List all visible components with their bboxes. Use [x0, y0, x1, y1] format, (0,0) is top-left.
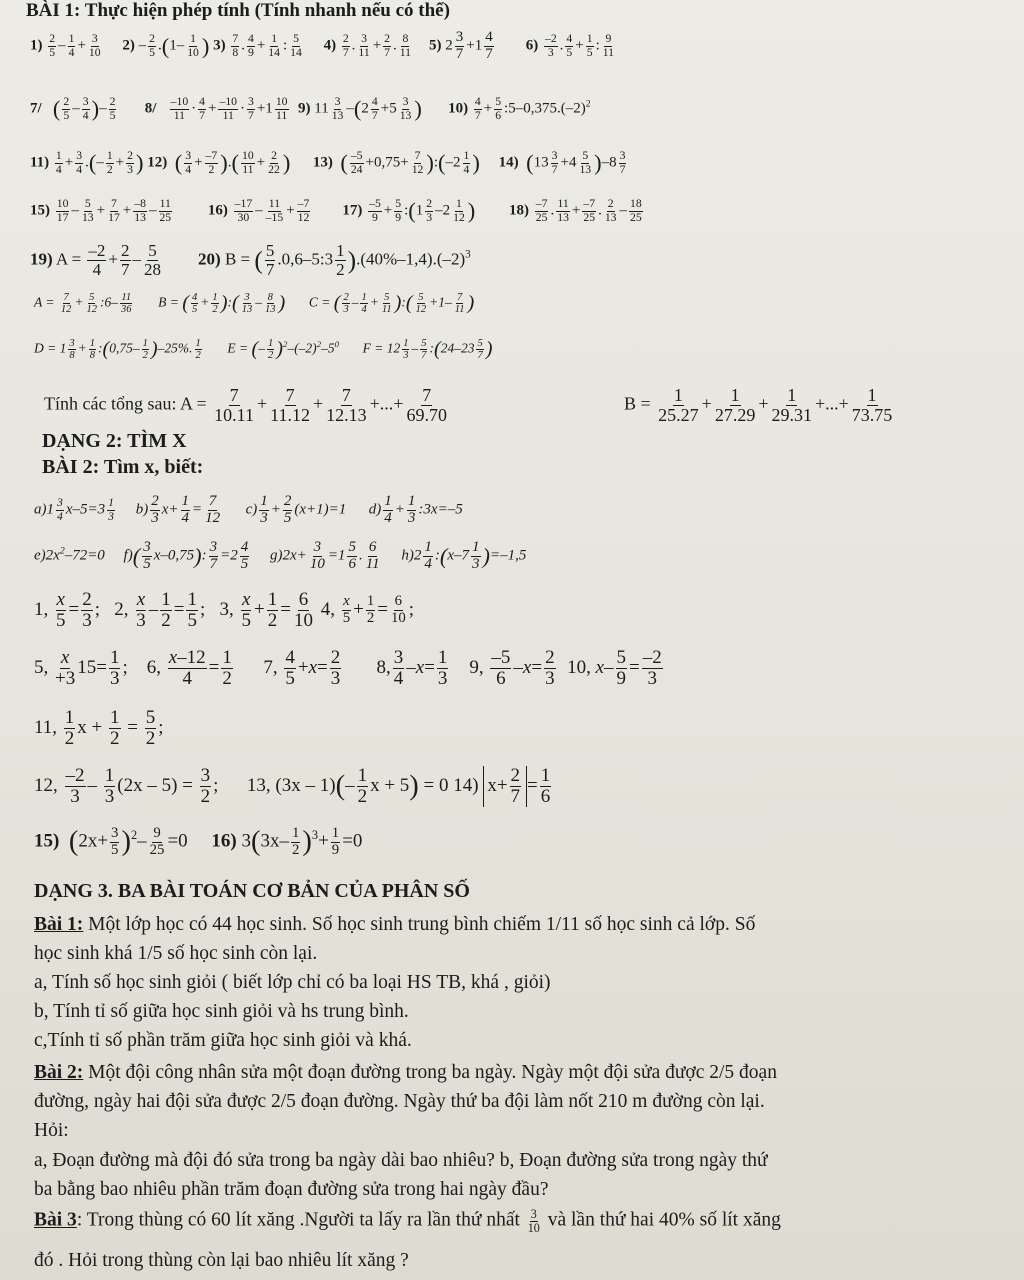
bai1-text-1: Một lớp học có 44 học sinh. Số học sinh trung bình chiếm 1/11 số học sinh cả lớp. Số	[83, 914, 756, 935]
bai1-row-4: 15) $\frac{10}{17}$ – $\frac{5}{13}$ + $\frac{7}{17}$ + $\frac{-8}{13}$ – $\frac{11}{25}$ 16) $\frac{-17}{30}$ – $\frac{11}{-15}$ + $\frac{-7}{12}$ 17) $\frac{-5}{9}$ + $\frac{5}{9}$ :(1 $\frac{2}{3}$ –2 $\frac{1}{12}$ ) 18) $\frac{-7}{25}$ . $\frac{11}{13}$ + $\frac{-7}{25}$ . $\frac{2}{13}$ – $\frac{18}{25}$	[30, 197, 642, 224]
bai3-text-1a: : Trong thùng có 60 lít xăng .Người ta lấy ra lần thứ nhất	[76, 1209, 525, 1231]
dang3-bai2-line5: ba bằng bao nhiêu phần trăm đoạn đường sửa trong hai ngày đầu?	[34, 1179, 549, 1200]
bai1-row-7: D = 1 $\frac{3}{8}$ + $\frac{1}{8}$ :(0,75– $\frac{1}{2}$ )–25%. $\frac{1}{2}$ E = (– $\frac{1}{2}$ )$^2-(-2)^2-5^0$ F = 12 $\frac{1}{3}$ – $\frac{5}{7}$ :(24–23 $\frac{5}{7}$ )	[34, 338, 493, 362]
bai2-label: Bài 2:	[34, 1062, 84, 1083]
bai1-row-5: 19) A = $\frac{-2}{4}$ + $\frac{2}{7}$ – $\frac{5}{28}$ 20) B = ( $\frac{5}{7}$ .0,6–5:3 $\frac{1}{2}$ )$.(40\%-1,4).(-2)^3$	[30, 241, 471, 279]
dang2-subheading: BÀI 2: Tìm x, biết:	[42, 456, 204, 478]
dang3-bai2-line3: Hỏi:	[34, 1120, 69, 1141]
dang3-bai1-b: b, Tính tỉ số giữa học sinh giỏi và hs trung bình.	[34, 1001, 409, 1022]
dang3-bai1-line2: học sinh khá 1/5 số học sinh còn lại.	[34, 943, 318, 964]
dang3-heading: DẠNG 3. BA BÀI TOÁN CƠ BẢN CỦA PHÂN SỐ	[34, 880, 470, 902]
timx-row-5: 11, $\frac{1}{2}$ x + $\frac{1}{2}$ = $\frac{5}{2}$ ;	[34, 707, 164, 749]
timx-row-4: 5, x +315= $\frac{1}{3}$ ; 6, $\frac{x-12}{4}$ = $\frac{1}{2}$ 7, $\frac{4}{5}$ +x= $\frac{2}{3}$ 8, $\frac{3}{4}$ –x= $\frac{1}{3}$ 9, $\frac{-5}{6}$ –x= $\frac{2}{3}$ 10, x– $\frac{5}{9}$ = $\frac{-2}{3}$	[34, 647, 662, 689]
bai1-row-2: 7/ ( $\frac{2}{5}$ – $\frac{3}{4}$ )– $\frac{2}{5}$ 8/ $\frac{-10}{11}$ · $\frac{4}{7}$ + $\frac{-10}{11}$ · $\frac{3}{7}$ +1 $\frac{10}{11}$ 9) 11 $\frac{3}{13}$ –(2 $\frac{4}{7}$ +5 $\frac{3}{13}$ ) 10) $\frac{4}{7}$ + $\frac{5}{6}$ $:5-0,375.(-2)^2$	[30, 95, 591, 122]
dang3-bai3-line2: đó . Hỏi trong thùng còn lại bao nhiêu lít xăng ?	[34, 1250, 409, 1271]
dang3-bai1-line1	[34, 914, 755, 936]
bai1-sum-row: Tính các tổng sau: A = $\frac{7}{10.11}$ + $\frac{7}{11.12}$ + $\frac{7}{12.13}$ +...+ $\frac{7}{69.70}$	[44, 385, 447, 425]
sum-label: Tính các tổng sau:	[44, 393, 177, 414]
bai1-label: Bài 1:	[34, 914, 84, 935]
dang3-bai2-line1	[34, 1062, 777, 1084]
dang3-bai1-c: c,Tính tỉ số phần trăm giữa học sinh giỏi và khá.	[34, 1030, 412, 1051]
timx-row-2: $e)2x^2-72=0$ f)( $\frac{3}{5}$ x–0,75): $\frac{3}{7}$ =2 $\frac{4}{5}$ g)2x+ $\frac{3}{10}$ =1 $\frac{5}{6}$ . $\frac{6}{11}$ h)2 $\frac{1}{4}$ :(x–7 $\frac{1}{3}$ )=–1,5	[34, 539, 527, 572]
bai1-row-3: 11) $\frac{1}{4}$ + $\frac{3}{4}$ .(– $\frac{1}{2}$ + $\frac{2}{3}$ ) 12) ( $\frac{3}{4}$ + $\frac{-7}{2}$ ).( $\frac{10}{11}$ + $\frac{2}{22}$ ) 13) ( $\frac{-5}{24}$ +0,75+ $\frac{7}{12}$ ):(–2 $\frac{1}{4}$ ) 14) (13 $\frac{3}{7}$ +4 $\frac{5}{13}$ )–8 $\frac{3}{7}$	[30, 149, 626, 176]
bai1-heading: BÀI 1: Thực hiện phép tính (Tính nhanh nếu có thể)	[26, 0, 450, 21]
timx-row-3: 1, $\frac{x}{5}$ = $\frac{2}{3}$ ; 2, $\frac{x}{3}$ – $\frac{1}{2}$ = $\frac{1}{5}$ ; 3, $\frac{x}{5}$ + $\frac{1}{2}$ = $\frac{6}{10}$ 4, $\frac{x}{5}$ + $\frac{1}{2}$ = $\frac{6}{10}$ ;	[34, 589, 415, 631]
bai1-row-6: A = $\frac{7}{12}$ + $\frac{5}{12}$ :6– $\frac{11}{36}$ B = ( $\frac{4}{5}$ + $\frac{1}{2}$ ):( $\frac{3}{13}$ – $\frac{8}{13}$ ) C = ( $\frac{2}{3}$ – $\frac{1}{4}$ + $\frac{5}{11}$ ):( $\frac{5}{12}$ +1– $\frac{7}{11}$ )	[34, 292, 475, 316]
timx-row-7: 15) (2x+ $\frac{3}{5}$ )$^2$– $\frac{9}{25}$ =0 16) 3(3x– $\frac{1}{2}$ )$^3$+ $\frac{1}{9}$ =0	[34, 825, 363, 858]
bai1-row-1: 1) $\frac{2}{5}$ – $\frac{1}{4}$ + $\frac{3}{10}$ 2) – $\frac{2}{5}$ .(1– $\frac{1}{10}$ ) 3) $\frac{7}{8}$ . $\frac{4}{9}$ + $\frac{1}{14}$ : $\frac{5}{14}$ 4) $\frac{2}{7}$ . $\frac{3}{11}$ + $\frac{2}{7}$ . $\frac{8}{11}$ 5) 2 $\frac{3}{7}$ +1 $\frac{4}{7}$ 6) $\frac{-2}{3}$ . $\frac{4}{5}$ + $\frac{1}{5}$ : $\frac{9}{11}$	[30, 29, 615, 62]
dang2-heading: DẠNG 2: TÌM X	[42, 430, 187, 452]
bai3-text-1b: và lần thứ hai 40% số lít xăng	[542, 1209, 781, 1231]
bai1-sum-row-b: B = $\frac{1}{25.27}$ + $\frac{1}{27.29}$ + $\frac{1}{29.31}$ +...+ $\frac{1}{73.75}$	[624, 385, 893, 425]
dang3-bai2-line4: a, Đoạn đường mà đội đó sửa trong ba ngày dài bao nhiêu? b, Đoạn đường sửa trong ngày thứ	[34, 1150, 768, 1171]
bai2-text-1: Một đội công nhân sửa một đoạn đường trong ba ngày. Ngày một đội sửa được 2/5 đoạn	[83, 1062, 777, 1083]
dang3-bai1-a: a, Tính số học sinh giỏi ( biết lớp chỉ có ba loại HS TB, khá , giỏi)	[34, 972, 551, 993]
timx-row-1: a)1 $\frac{3}{4}$ x–5=3 $\frac{1}{3}$ b) $\frac{2}{3}$ x+ $\frac{1}{4}$ = $\frac{7}{12}$ c) $\frac{1}{3}$ + $\frac{2}{5}$ (x+1)=1 d) $\frac{1}{4}$ + $\frac{1}{3}$ :3x=–5	[34, 493, 463, 526]
dang3-bai3-line1: Bài 3: Trong thùng có 60 lít xăng .Người ta lấy ra lần thứ nhất $\frac{3}{10}$ và lần thứ hai 40% số lít xăng	[34, 1207, 781, 1235]
timx-row-6: 12, $\frac{-2}{3}$ – $\frac{1}{3}$ (2x – 5) = $\frac{3}{2}$ ; 13, (3x – 1)(– $\frac{1}{2}$ x + 5) = 0 14) x+ $\frac{2}{7}$ = $\frac{1}{6}$	[34, 765, 551, 807]
dang3-bai2-line2: đường, ngày hai đội sửa được 2/5 đoạn đường. Ngày thứ ba đội làm nốt 210 m đường còn lại.	[34, 1091, 765, 1112]
bai3-label: Bài 3	[34, 1209, 77, 1231]
